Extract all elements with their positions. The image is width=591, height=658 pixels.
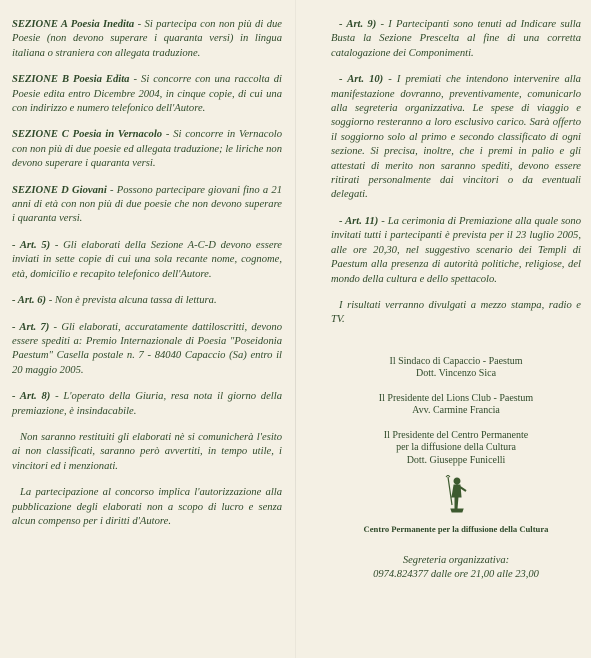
segreteria-label: Segreteria organizzativa:: [402, 555, 510, 567]
art-5: [12, 239, 282, 282]
fold-line: [295, 0, 296, 658]
art-7-text: - Gli elaborati, accuratamente dattiloscritti, devono essere spediti a: Premio Internazionale di Poesia "Poseidonia Paestum" Casella postale n. 7 - 84040 Capaccio (Sa) entro il 20 maggio 2005.: [12, 321, 282, 376]
sezione-c: [12, 128, 282, 171]
sezione-a-heading: SEZIONE A Poesia Inedita: [12, 19, 135, 30]
segreteria: [331, 554, 581, 582]
left-column: [12, 18, 282, 541]
sezione-c-text: - Si concorre in Vernacolo con non più di due poesie ed allegata traduzione; le liriche non devono superare i quaranta versi.: [12, 129, 282, 170]
sezione-b-heading: SEZIONE B Poesia Edita: [12, 74, 130, 86]
art-6-text: - Non è prevista alcuna tassa di lettura.: [46, 295, 217, 307]
paragraph-restituiti: Non saranno restituiti gli elaborati nè si comunicherà l'esito ai non classificati, saranno però avvertiti, in tempo utile, i vincitori ed i menzionati.: [12, 431, 282, 472]
sezione-d-text: - Possono partecipare giovani fino a 21 anni di età con non più di due poesie che non devono superare i quaranta versi.: [12, 184, 282, 225]
art-10: [331, 73, 581, 203]
art-8-heading: - Art. 8): [12, 391, 51, 403]
sezione-c-heading: SEZIONE C Poesia in Vernacolo: [12, 129, 163, 141]
art-8: [12, 390, 282, 419]
art-9: [331, 18, 581, 61]
sezione-a-text: - Si partecipa con non più di due Poesie (non devono superare i quaranta versi) in lingua italiana o straniera con allegata traduzione.: [12, 19, 282, 59]
art-8-text: - L'operato della Giuria, resa nota il giorno della premiazione, è insindacabile.: [12, 391, 282, 417]
signature-sindaco: [331, 356, 581, 381]
art-9-text: - I Partecipanti sono tenuti ad Indicare sulla Busta la Sezione Prescelta al fine di una corretta catalogazione dei Componimenti.: [331, 19, 581, 59]
art-6: [12, 294, 282, 308]
sindaco-name: Dott. Vincenzo Sica: [415, 368, 497, 380]
poseidon-figure-icon: [441, 475, 471, 515]
centro-logo: [331, 475, 581, 534]
art-11-text: - La cerimonia di Premiazione alla quale sono invitati tutti i partecipanti è prevista per il 23 luglio 2005, alle ore 20,30, nel suggestivo scenario dei Templi di Paestum alla presenza di autorità politiche, religiose, del mondo della cultura e dello spettacolo.: [331, 215, 581, 285]
art-5-text: - Gli elaborati della Sezione A-C-D devono essere inviati in sette copie di cui una sola recante nome, cognome, età, domicilio e recapito telefonico dell'Autore.: [12, 239, 282, 280]
paragraph-partecipazione: La partecipazione al concorso implica l'autorizzazione alla pubblicazione degli elaborati non a scopo di lucro e senza alcun compenso per i diritti d'Autore.: [12, 487, 282, 527]
logo-caption: Centro Permanente per la diffusione della Cultura: [363, 524, 549, 535]
sezione-d: [12, 184, 282, 227]
centro-role-line1: Il Presidente del Centro Permanente: [383, 429, 529, 441]
art-5-heading: - Art. 5): [12, 239, 51, 251]
art-10-text: - I premiati che intendono intervenire alla manifestazione dovranno, preventivamente, comunicarlo alla segreteria organizzativa. Le spese di viaggio e soggiorno resteranno a loro esclusivo carico. Sarà offerto il soggiorno solo al primo e secondo classificato di ogni sezione. Si precisa, inoltre, che i premi in palio e gli attestati di merito non saranno spediti, devono essere ritirati personalmente dai vincitori o da eventuali delegati.: [331, 74, 581, 201]
sezione-b: [12, 73, 282, 116]
signature-centro: [331, 430, 581, 468]
sezione-d-heading: SEZIONE D Giovani: [12, 184, 107, 196]
art-11: [331, 215, 581, 287]
signature-lions: [331, 393, 581, 418]
art-6-heading: - Art. 6): [12, 295, 47, 307]
art-7: [12, 321, 282, 379]
art-9-heading: - Art. 9): [339, 19, 377, 30]
segreteria-phone: 0974.824377 dalle ore 21,00 alle 23,00: [373, 569, 539, 581]
centro-name: Dott. Giuseppe Funicelli: [406, 454, 506, 466]
art-11-heading: - Art. 11): [339, 215, 379, 227]
centro-role-line2: per la diffusione della Cultura: [396, 442, 516, 454]
sezione-a: [12, 18, 282, 61]
sezione-b-text: - Si concorre con una raccolta di Poesie edita entro Dicembre 2004, in cinque copie, di cui una con indirizzo e numero telefonico dell'Autore.: [12, 74, 282, 115]
sindaco-role: Il Sindaco di Capaccio - Paestum: [389, 355, 523, 367]
right-column: [331, 18, 581, 582]
lions-name: Avv. Carmine Francia: [412, 405, 500, 417]
lions-role: Il Presidente del Lions Club - Paestum: [378, 392, 534, 404]
art-7-heading: - Art. 7): [12, 321, 50, 333]
art-10-heading: - Art. 10): [339, 74, 384, 86]
risultati-note: I risultati verranno divulgati a mezzo stampa, radio e TV.: [331, 299, 581, 326]
